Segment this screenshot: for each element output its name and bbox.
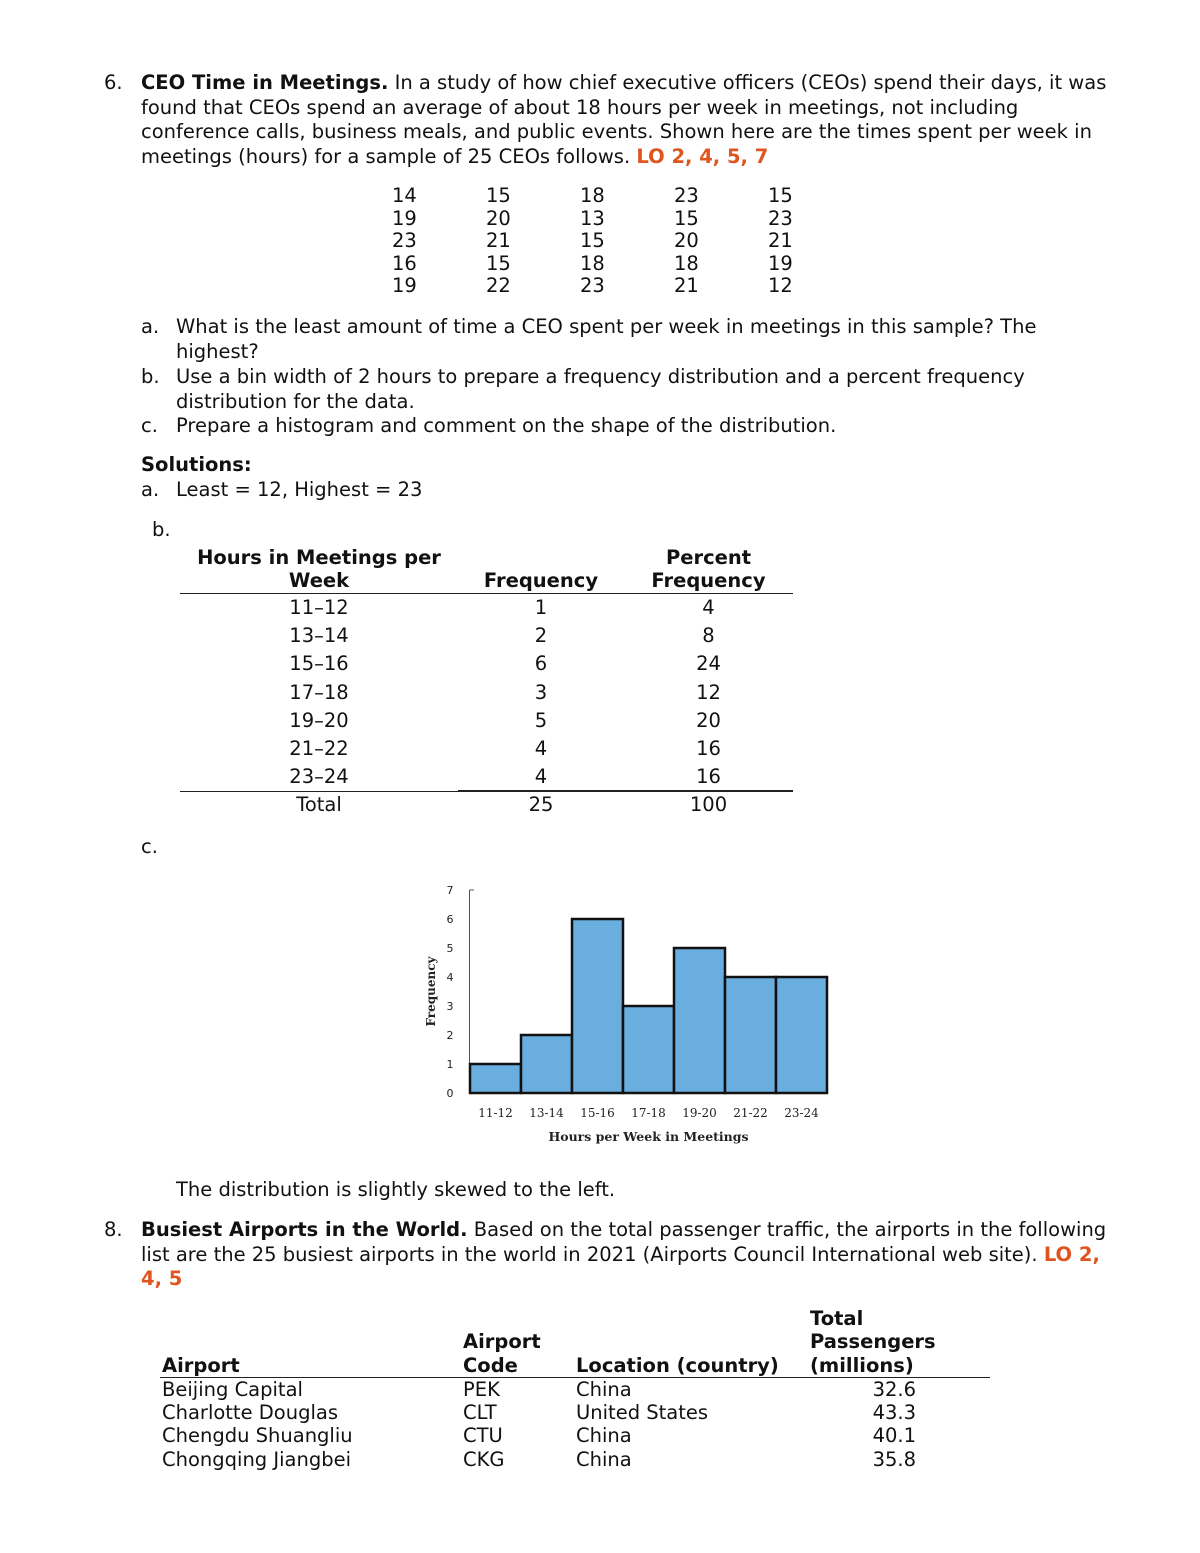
raw-data-row bbox=[370, 253, 840, 276]
solution-c-letter: c. bbox=[141, 835, 158, 858]
x-tick-label: 19-20 bbox=[682, 1106, 717, 1120]
y-tick-label: 3 bbox=[446, 1000, 454, 1013]
histogram-bar-11-12 bbox=[470, 1064, 521, 1093]
percent-cell: 12 bbox=[696, 680, 721, 704]
airport-code-cell: CLT bbox=[463, 1401, 497, 1425]
x-tick-label: 23-24 bbox=[784, 1106, 819, 1120]
question-text: Prepare a histogram and comment on the shape of the distribution. bbox=[176, 414, 837, 437]
x-axis-label: Hours per Week in Meetings bbox=[548, 1129, 749, 1144]
frequency-cell: 4 bbox=[534, 765, 548, 789]
header-hours: Hours in Meetings per Week bbox=[197, 546, 441, 592]
airports-table-header bbox=[160, 1305, 990, 1378]
q8-number: 8. bbox=[104, 1218, 123, 1241]
bin-cell: 17–18 bbox=[289, 680, 349, 704]
raw-data-cell: 21 bbox=[486, 229, 511, 253]
airports-table bbox=[160, 1305, 990, 1471]
frequency-cell: 4 bbox=[534, 736, 548, 760]
total-label: Total bbox=[296, 793, 342, 817]
frequency-cell: 6 bbox=[534, 652, 548, 676]
airport-row bbox=[160, 1448, 990, 1471]
raw-data-row bbox=[370, 185, 840, 208]
frequency-table-header bbox=[180, 545, 793, 594]
raw-data-grid bbox=[370, 185, 840, 298]
bin-cell: 21–22 bbox=[289, 736, 349, 760]
raw-data-cell: 15 bbox=[486, 251, 511, 275]
q8-paragraph bbox=[141, 1218, 1116, 1292]
airport-row bbox=[160, 1424, 990, 1447]
frequency-table-body bbox=[180, 594, 793, 791]
airport-code-cell: PEK bbox=[463, 1378, 500, 1401]
raw-data-cell: 18 bbox=[580, 184, 605, 207]
airport-name-cell: Chongqing Jiangbei bbox=[162, 1447, 352, 1471]
airport-passengers-cell: 35.8 bbox=[872, 1447, 916, 1471]
q6-number: 6. bbox=[104, 71, 123, 94]
x-tick-label: 15-16 bbox=[580, 1106, 615, 1120]
raw-data-cell: 19 bbox=[392, 274, 417, 298]
airport-code-cell: CTU bbox=[463, 1424, 503, 1448]
raw-data-cell: 19 bbox=[768, 251, 793, 275]
histogram-bar-21-22 bbox=[725, 977, 776, 1093]
question-letter: a. bbox=[141, 315, 160, 338]
raw-data-cell: 18 bbox=[580, 251, 605, 275]
x-tick-label: 13-14 bbox=[529, 1106, 564, 1120]
raw-data-cell: 23 bbox=[768, 206, 793, 230]
raw-data-cell: 18 bbox=[674, 251, 699, 275]
frequency-table-row bbox=[180, 707, 793, 735]
raw-data-cell: 15 bbox=[580, 229, 605, 253]
airport-code-cell: CKG bbox=[463, 1447, 505, 1471]
header-location: Location (country) bbox=[576, 1353, 779, 1377]
airport-passengers-cell: 43.3 bbox=[872, 1401, 916, 1425]
frequency-table-row bbox=[180, 622, 793, 650]
q8-learning-objectives: LO 2, 4, 5 bbox=[141, 1242, 1100, 1290]
airport-name-cell: Chengdu Shuangliu bbox=[162, 1424, 353, 1448]
header-airport: Airport bbox=[162, 1353, 240, 1377]
airport-row bbox=[160, 1401, 990, 1424]
solutions-heading: Solutions: bbox=[141, 453, 252, 476]
airport-name-cell: Charlotte Douglas bbox=[162, 1401, 338, 1425]
histogram-bar-19-20 bbox=[674, 948, 725, 1093]
conclusion-text: The distribution is slightly skewed to the left. bbox=[176, 1178, 616, 1201]
q8-text: Based on the total passenger traffic, the airports in the following list are the 25 busiest airports in the world in 2021 (Airports Council International web site). bbox=[141, 1218, 1107, 1266]
airport-name-cell: Beijing Capital bbox=[162, 1378, 303, 1401]
airport-location-cell: China bbox=[576, 1378, 632, 1401]
raw-data-cell: 12 bbox=[768, 274, 793, 298]
raw-data-cell: 21 bbox=[674, 274, 699, 298]
airport-passengers-cell: 32.6 bbox=[872, 1378, 916, 1401]
y-tick-label: 5 bbox=[446, 942, 454, 955]
frequency-table-row bbox=[180, 594, 793, 622]
y-tick-label: 6 bbox=[446, 913, 454, 926]
bin-cell: 23–24 bbox=[289, 765, 349, 789]
y-axis-label: Frequency bbox=[424, 956, 438, 1027]
question-text: Use a bin width of 2 hours to prepare a frequency distribution and a percent frequency distribution for the data. bbox=[176, 365, 1025, 413]
total-frequency: 25 bbox=[528, 793, 554, 817]
y-tick-label: 0 bbox=[446, 1087, 454, 1100]
frequency-cell: 2 bbox=[534, 624, 548, 648]
header-percent-frequency: Percent Frequency bbox=[651, 546, 766, 592]
raw-data-cell: 13 bbox=[580, 206, 605, 230]
header-total-passengers: Total Passengers (millions) bbox=[810, 1306, 936, 1377]
q6-text: In a study of how chief executive officers (CEOs) spend their days, it was found that CEOs spend an average of about 18 hours per week in meetings, not including conference calls, business meals, and public events. Shown here are the times spent per week in meetings (hours) for a sample of 25 CEOs follows. bbox=[141, 71, 1107, 168]
raw-data-cell: 19 bbox=[392, 206, 417, 230]
y-tick-label: 4 bbox=[446, 971, 454, 984]
solution-b-letter: b. bbox=[152, 518, 171, 541]
solution-a-letter: a. bbox=[141, 478, 160, 501]
x-tick-label: 21-22 bbox=[733, 1106, 768, 1120]
frequency-table-row bbox=[180, 679, 793, 707]
airport-location-cell: China bbox=[576, 1447, 632, 1471]
histogram-bar-13-14 bbox=[521, 1035, 572, 1093]
frequency-table-row bbox=[180, 763, 793, 791]
q6-title: CEO Time in Meetings. bbox=[141, 71, 389, 94]
histogram-bar-15-16 bbox=[572, 919, 623, 1093]
frequency-table-row bbox=[180, 650, 793, 678]
raw-data-cell: 20 bbox=[674, 229, 699, 253]
frequency-cell: 3 bbox=[534, 680, 548, 704]
y-tick-label: 1 bbox=[446, 1058, 454, 1071]
airport-location-cell: United States bbox=[576, 1401, 709, 1425]
y-tick-label: 2 bbox=[446, 1029, 454, 1042]
raw-data-cell: 21 bbox=[768, 229, 793, 253]
percent-cell: 16 bbox=[696, 765, 721, 789]
frequency-cell: 5 bbox=[534, 708, 548, 732]
header-frequency: Frequency bbox=[483, 569, 599, 592]
raw-data-cell: 15 bbox=[486, 184, 511, 207]
frequency-table-total-row bbox=[180, 791, 793, 819]
solution-a-text: Least = 12, Highest = 23 bbox=[176, 478, 423, 501]
raw-data-row bbox=[370, 208, 840, 231]
bin-cell: 13–14 bbox=[289, 624, 349, 648]
bin-cell: 11–12 bbox=[289, 596, 349, 619]
y-tick-label: 7 bbox=[446, 884, 454, 897]
question-letter: b. bbox=[141, 365, 160, 388]
frequency-cell: 1 bbox=[534, 596, 548, 619]
raw-data-cell: 15 bbox=[674, 206, 699, 230]
airport-passengers-cell: 40.1 bbox=[872, 1424, 916, 1448]
raw-data-cell: 23 bbox=[392, 229, 417, 253]
frequency-table-row bbox=[180, 735, 793, 763]
raw-data-cell: 22 bbox=[486, 274, 511, 298]
histogram-bar-23-24 bbox=[776, 977, 827, 1093]
bin-cell: 15–16 bbox=[289, 652, 349, 676]
airports-table-body bbox=[160, 1378, 990, 1471]
histogram-bar-17-18 bbox=[623, 1006, 674, 1093]
percent-cell: 4 bbox=[702, 596, 715, 619]
airport-row bbox=[160, 1378, 990, 1401]
raw-data-cell: 20 bbox=[486, 206, 511, 230]
x-tick-label: 17-18 bbox=[631, 1106, 666, 1120]
total-percent: 100 bbox=[689, 793, 728, 817]
raw-data-cell: 16 bbox=[392, 251, 417, 275]
question-text: What is the least amount of time a CEO spent per week in meetings in this sample? The highest? bbox=[176, 315, 1037, 363]
x-tick-label: 11-12 bbox=[478, 1106, 513, 1120]
percent-cell: 8 bbox=[702, 624, 715, 648]
percent-cell: 16 bbox=[696, 736, 721, 760]
raw-data-cell: 23 bbox=[674, 184, 699, 207]
q6-paragraph bbox=[141, 71, 1131, 169]
raw-data-cell: 15 bbox=[768, 184, 793, 207]
question-letter: c. bbox=[141, 414, 158, 437]
raw-data-row bbox=[370, 230, 840, 253]
airport-location-cell: China bbox=[576, 1424, 632, 1448]
raw-data-cell: 23 bbox=[580, 274, 605, 298]
percent-cell: 20 bbox=[696, 708, 721, 732]
percent-cell: 24 bbox=[696, 652, 721, 676]
raw-data-cell: 14 bbox=[392, 184, 417, 207]
histogram-chart bbox=[410, 878, 840, 1153]
q6-learning-objectives: LO 2, 4, 5, 7 bbox=[636, 144, 769, 168]
header-airport-code: Airport Code bbox=[463, 1330, 541, 1377]
frequency-table bbox=[180, 545, 793, 819]
q8-title: Busiest Airports in the World. bbox=[141, 1218, 468, 1241]
bin-cell: 19–20 bbox=[289, 708, 349, 732]
raw-data-row bbox=[370, 275, 840, 298]
